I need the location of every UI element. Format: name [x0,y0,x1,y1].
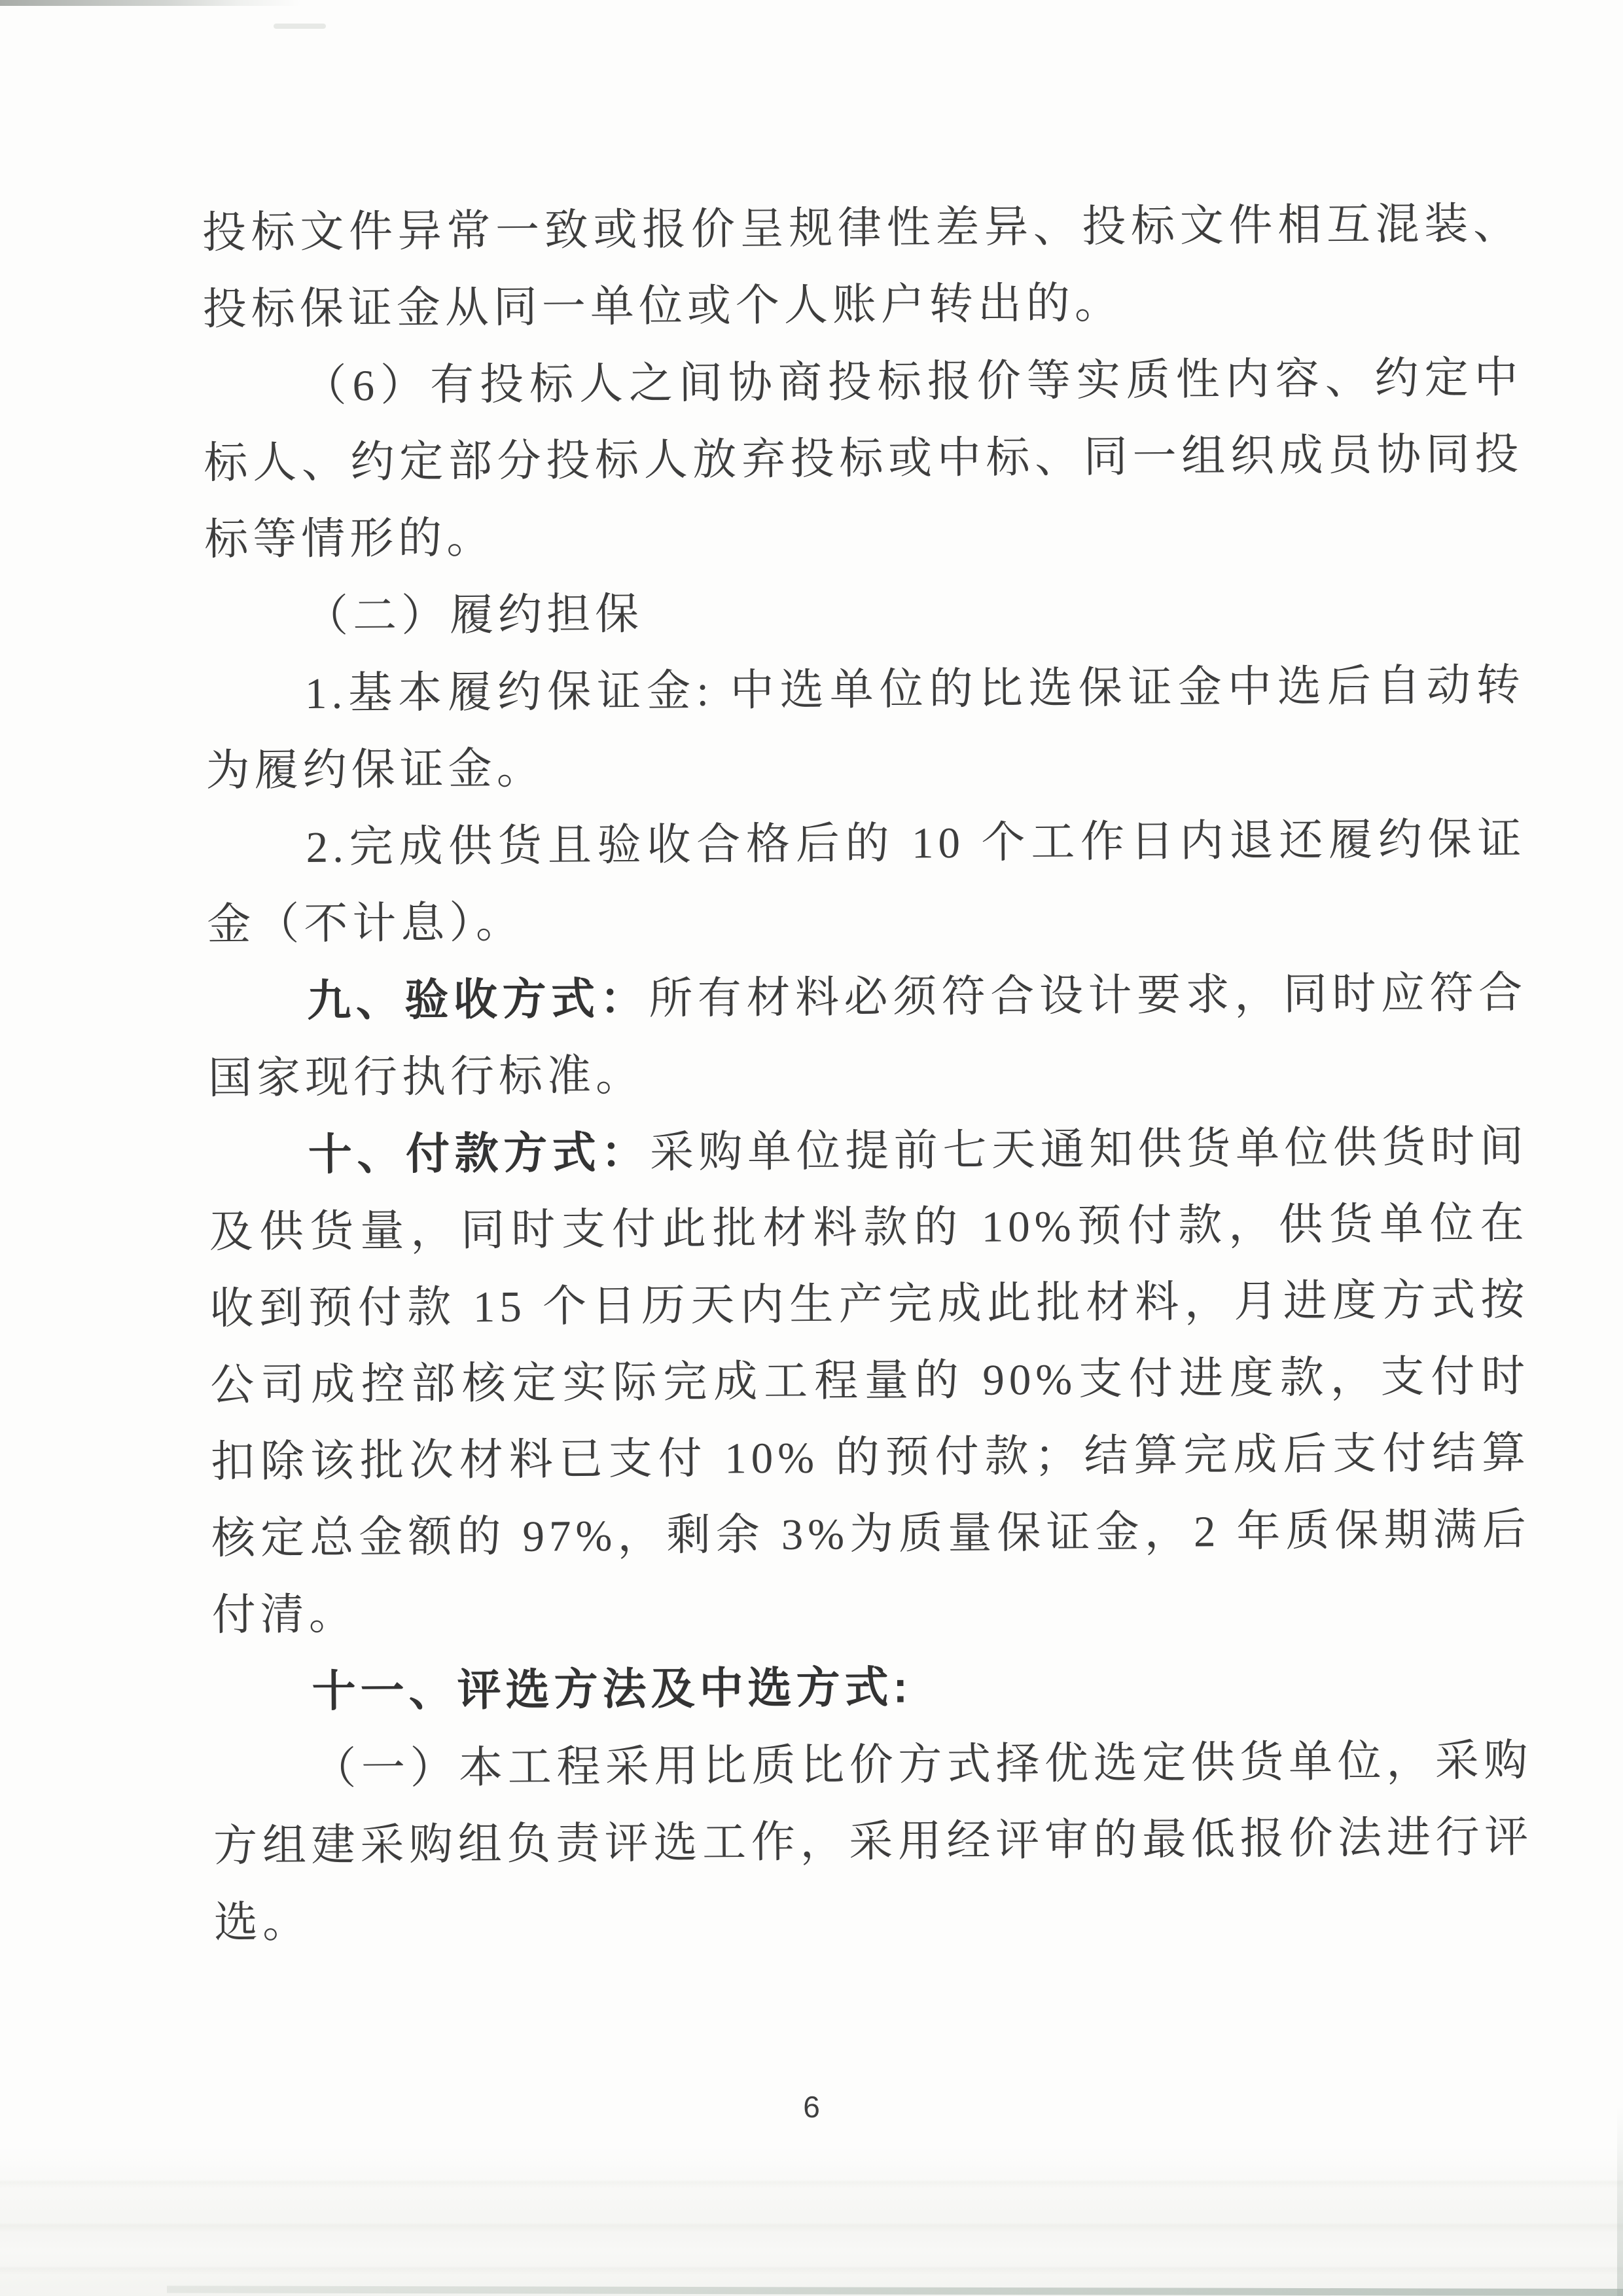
page-content [202,185,1534,1962]
paragraph [202,185,1523,348]
scan-artifact-bottom-texture [0,2145,1623,2296]
section-heading-selection-method: 十一、评选方法及中选方式: [312,1662,913,1716]
paragraph [203,339,1524,579]
scan-artifact-right-edge [1617,2106,1623,2296]
scan-artifact-top-edge [0,0,301,6]
paragraph-text: 采购单位提前七天通知供货单位供货时间及供货量，同时支付此批材料款的 10%预付款，供货单位在收到预付款 15 个日历天内生产完成此批材料，月进度方式按公司成控部核定实际完成工程量的 90%支付进度款，支付时扣除该批次材料已支付 10% 的预付款；结算完成后支付结算核定总金额的 97%，剩余 3%为质量保证金，2 年质保期满后付清。 [209,1122,1531,1640]
paragraph-text: 所有材料必须符合设计要求，同时应符合国家现行执行标准。 [207,968,1527,1103]
paragraph-text: 投标文件异常一致或报价呈规律性差异、投标文件相互混装、投标保证金从同一单位或个人账户转出的。 [202,199,1522,334]
section-heading-payment: 十、付款方式： [308,1128,651,1179]
paragraph [205,647,1526,810]
paragraph [205,569,1525,656]
page-number: 6 [803,2090,820,2124]
paragraph-text: 2.完成供货且验收合格后的 10 个工作日内退还履约保证金（不计息）。 [207,814,1526,950]
section-heading-acceptance: 九、验收方式： [306,974,649,1026]
paragraph-text: （一）本工程采用比质比价方式择优选定供货单位，采购方组建采购组负责评选工作，采用经评审的最低报价法进行评选。 [213,1736,1533,1948]
paragraph [206,800,1527,963]
paragraph [212,1645,1532,1731]
paragraph [208,1108,1531,1654]
paragraph [207,954,1528,1117]
paragraph-text: （6）有投标人之间协商投标报价等实质性内容、约定中标人、约定部分投标人放弃投标或中标、同一组织成员协同投标等情形的。 [204,353,1524,565]
paragraph-text: （二）履约担保 [304,590,644,641]
paragraph-text: 1.基本履约保证金: 中选单位的比选保证金中选后自动转为履约保证金。 [205,660,1525,796]
paragraph [213,1722,1533,1962]
scan-artifact-top-smudge [274,24,326,29]
